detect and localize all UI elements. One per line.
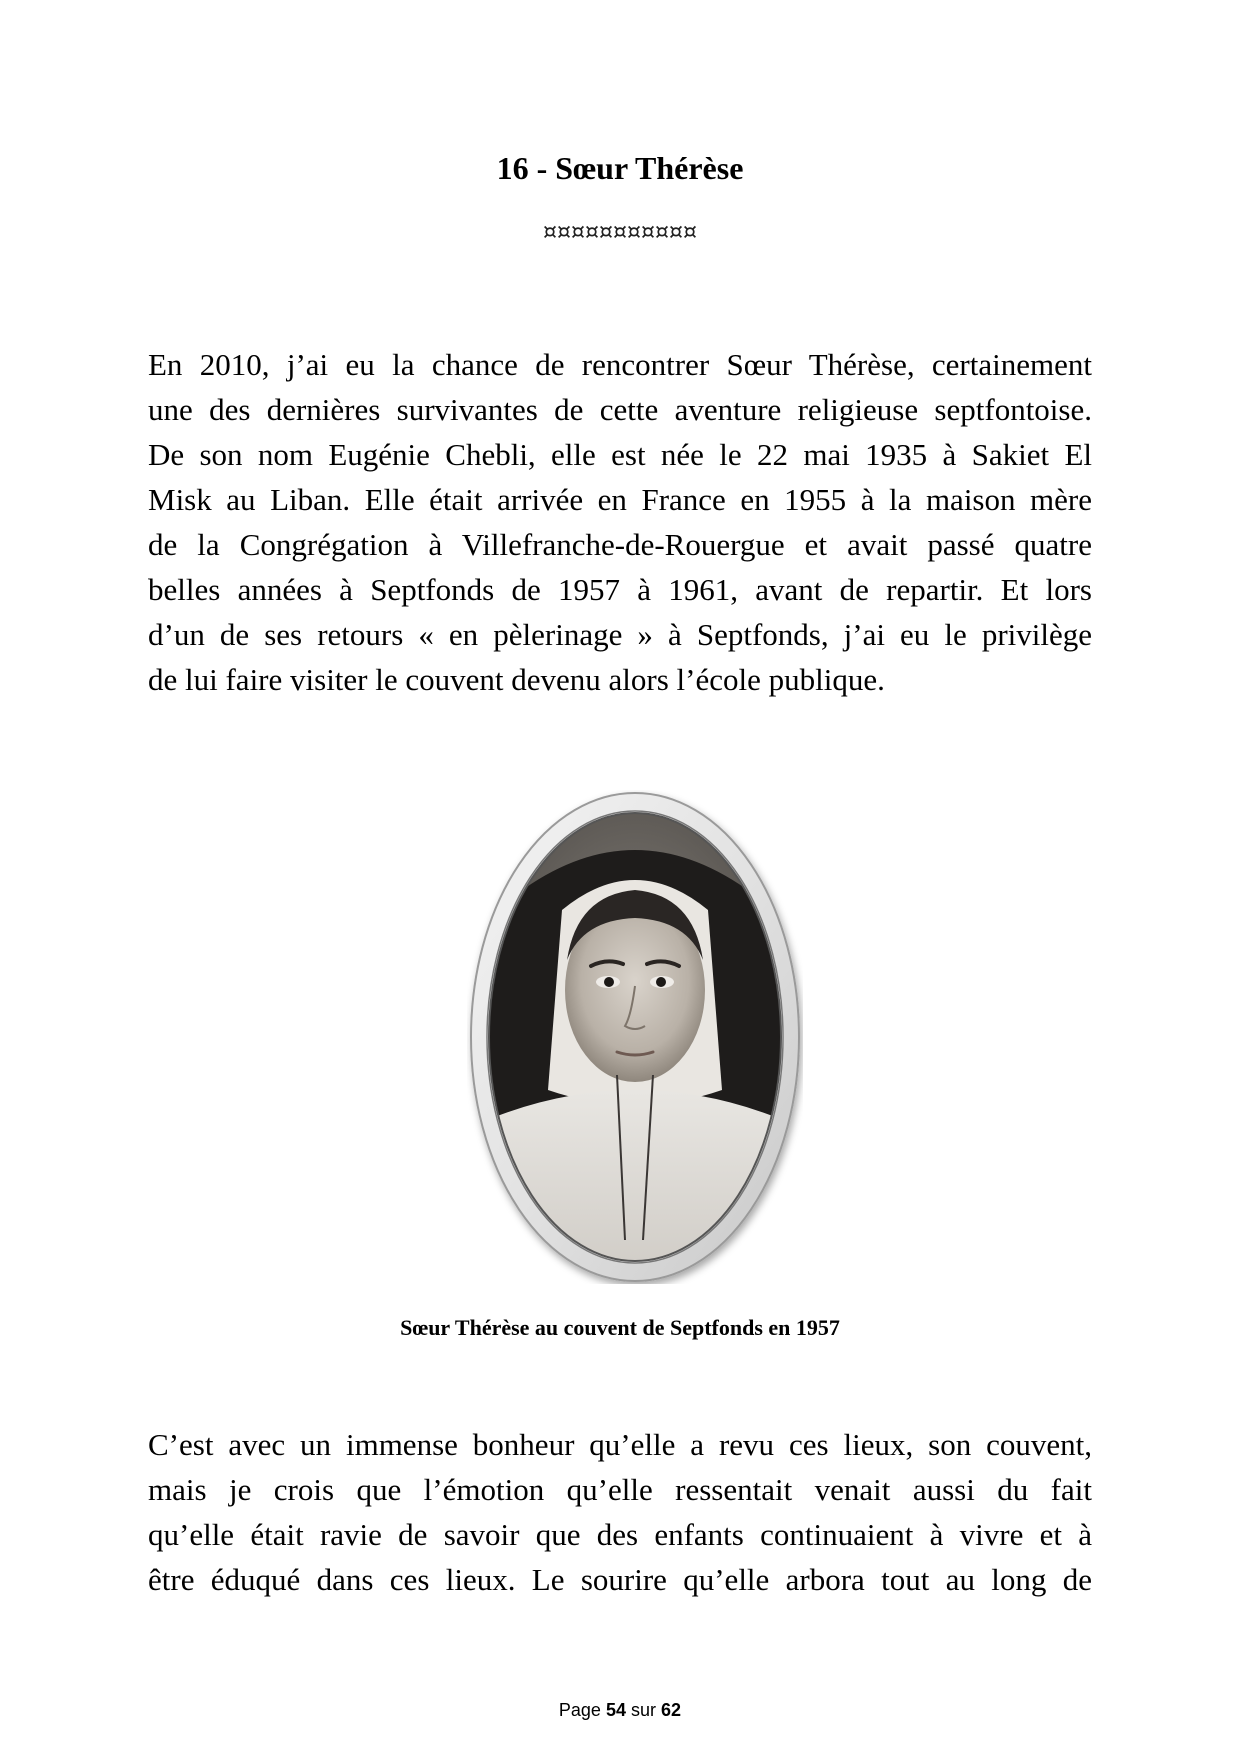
paragraph-line: qu’elle était ravie de savoir que des enfants continuaient à vivre et à bbox=[148, 1517, 1092, 1552]
paragraph-line: de la Congrégation à Villefranche-de-Rouergue et avait passé quatre bbox=[148, 527, 1092, 562]
chapter-title: 16 - Sœur Thérèse bbox=[496, 150, 744, 186]
title-ornament: ¤¤¤¤¤¤¤¤¤¤¤ bbox=[543, 220, 697, 245]
paragraph-line: être éduqué dans ces lieux. Le sourire qu’elle arbora tout au long de bbox=[148, 1562, 1092, 1597]
figure-caption: Sœur Thérèse au couvent de Septfonds en 1957 bbox=[400, 1315, 840, 1340]
paragraph-line: Misk au Liban. Elle était arrivée en France en 1955 à la maison mère bbox=[148, 482, 1092, 517]
of-word: sur bbox=[631, 1700, 657, 1720]
oval-portrait-frame bbox=[467, 790, 803, 1284]
paragraph-line: mais je crois que l’émotion qu’elle ressentait venait aussi du fait bbox=[148, 1472, 1092, 1507]
portrait-photo bbox=[467, 790, 803, 1284]
paragraph-line: De son nom Eugénie Chebli, elle est née le 22 mai 1935 à Sakiet El bbox=[148, 437, 1092, 472]
paragraph-line: une des dernières survivantes de cette aventure religieuse septfontoise. bbox=[148, 392, 1092, 427]
paragraph-intro bbox=[148, 342, 1092, 702]
paragraph-line: C’est avec un immense bonheur qu’elle a revu ces lieux, son couvent, bbox=[148, 1427, 1092, 1462]
paragraph-line: En 2010, j’ai eu la chance de rencontrer Sœur Thérèse, certainement bbox=[148, 347, 1092, 382]
page-word: Page bbox=[558, 1700, 601, 1720]
page-total: 62 bbox=[661, 1700, 682, 1720]
paragraph-continuation bbox=[148, 1422, 1092, 1602]
page-number: 54 bbox=[605, 1700, 626, 1720]
paragraph-line: de lui faire visiter le couvent devenu alors l’école publique. bbox=[148, 662, 885, 697]
paragraph-line: belles années à Septfonds de 1957 à 1961, avant de repartir. Et lors bbox=[148, 572, 1092, 607]
page-footer bbox=[0, 1698, 1240, 1722]
paragraph-line: d’un de ses retours « en pèlerinage » à Septfonds, j’ai eu le privilège bbox=[148, 617, 1092, 652]
